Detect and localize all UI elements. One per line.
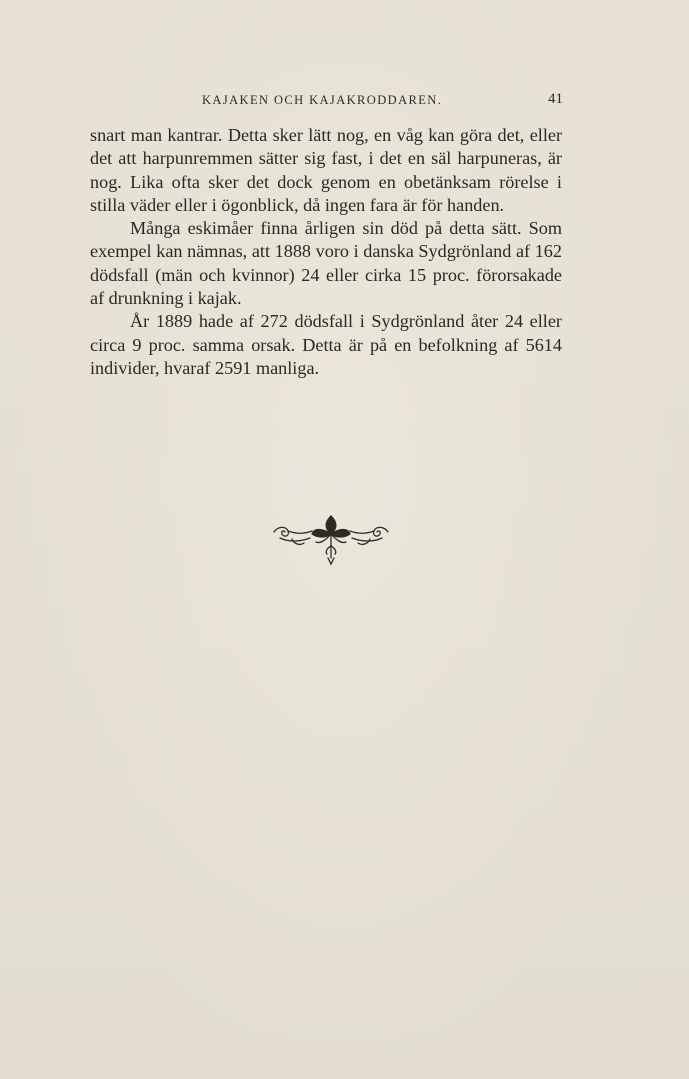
paragraph-1: snart man kantrar. Detta sker lätt nog, en våg kan göra det, eller det att harpunremmen sätter sig fast, i det en säl harpuneras, är nog. Lika ofta sker det dock genom en obetänksam rörelse i stilla väder eller i ögonblick, då ingen fara är för handen. <box>90 125 562 215</box>
paragraph-2: Många eskimåer finna årligen sin död på detta sätt. Som exempel kan nämnas, att 1888 voro i danska Sydgrönland af 162 dödsfall (män och kvinnor) 24 eller cirka 15 proc. förorsakade af drunkning i kajak. <box>90 218 562 309</box>
show-through-initial <box>540 380 580 440</box>
body-text <box>90 124 562 380</box>
paragraph-3: År 1889 hade af 272 dödsfall i Sydgrönland åter 24 eller circa 9 proc. samma orsak. Detta är på en befolkning af 5614 individer, hvaraf 2591 manliga. <box>90 311 562 378</box>
page-header <box>90 93 575 113</box>
decorative-vignette-icon <box>270 512 392 568</box>
running-title: KAJAKEN OCH KAJAKRODDAREN. <box>202 93 443 107</box>
page-number: 41 <box>548 91 563 107</box>
